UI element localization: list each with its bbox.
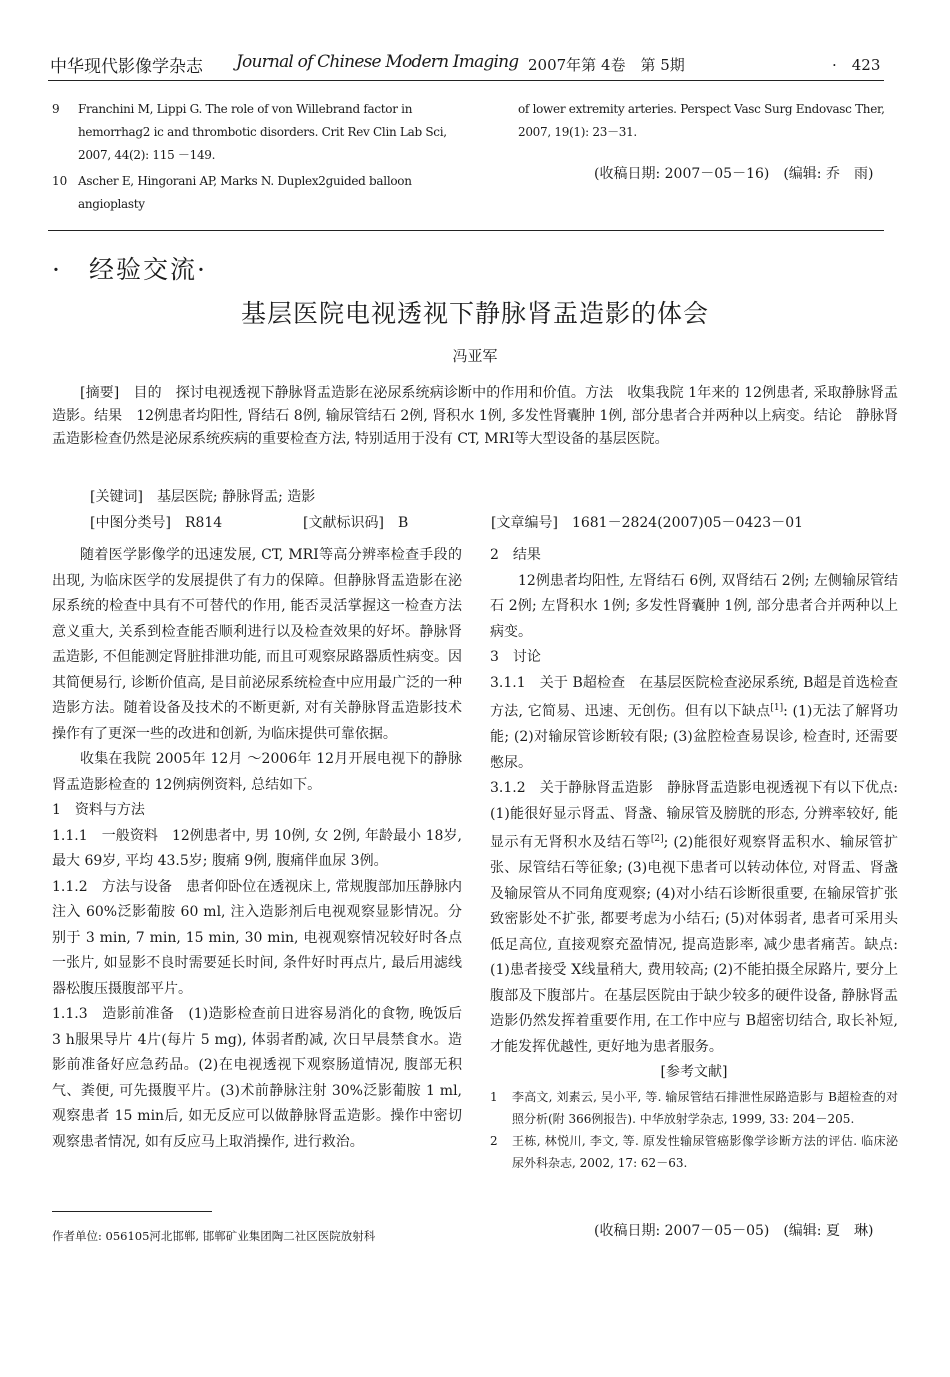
- abstract: [52, 382, 898, 451]
- issue-info: 2007年第 4卷 第 5期: [528, 56, 685, 74]
- doc-code-value: B: [397, 515, 409, 531]
- subsection-112: [52, 875, 462, 1003]
- subsection-text-b: : (1)无法了解肾功能; (2)对输尿管诊断较有限; (3)盆腔检查易误诊, 检查时, 还需要憋尿。: [490, 703, 898, 771]
- document-code: [303, 512, 408, 532]
- article-no-label: [文章编号]: [491, 515, 558, 531]
- intro-paragraph-1: 随着医学影像学的迅速发展, CT, MRI等高分辨率检查手段的出现, 为临床医学的发展提供了有力的保障。但静脉肾盂造影在泌尿系统的检查中具有不可替代的作用, 能否灵活掌握这一检查方法意义重大, 关系到检查能否顺利进行以及检查效果的好坏。静脉肾盂造影, 不但能测定肾脏排泄功能, 而且可观察尿路器质性病变。因其简便易行, 诊断价值高, 是目前泌尿系统检查中应用最广泛的一种造影方法。随着设备及技术的不断更新, 对有关静脉肾盂造影技术操作有了更深一些的改进和创新, 为临床提供可靠依据。: [52, 547, 462, 742]
- prev-ref-10: [52, 170, 466, 216]
- section-1-heading: 1 资料与方法: [52, 802, 145, 818]
- subsection-text-a: 在基层医院检查泌尿系统, B超是首选检查方法, 它简易、迅速、无创伤。但有以下缺点: [490, 674, 898, 720]
- subsection-312: [490, 776, 898, 1060]
- prev-ref-10-continued: of lower extremity arteries. Perspect Vasc Surg Endovasc Ther, 2007, 19(1): 23－31.: [518, 102, 885, 139]
- ref-text: Ascher E, Hingorani AP, Marks N. Duplex2guided balloon angioplasty: [78, 174, 412, 211]
- citation: [1]: [770, 703, 784, 713]
- subsection-label: 1.1.1 一般资料: [52, 827, 158, 844]
- article-title: 基层医院电视透视下静脉肾盂造影的体会: [240, 299, 709, 328]
- subsection-label: 3.1.1 关于 B超检查: [490, 674, 626, 691]
- keywords: [90, 486, 315, 506]
- prev-ref-9: [52, 98, 466, 167]
- article-no-value: 1681－2824(2007)05－0423－01: [571, 515, 804, 531]
- ref-number: 2: [490, 1133, 498, 1148]
- subsection-text: (1)造影检查前日进容易消化的食物, 晚饭后 3 h服果导片 4片(每片 5 mg), 体弱者酌减, 次日早晨禁食水。造影前准备好应急药品。(2)在电视透视下观察肠道情况, 腹部无积气、粪便, 可先摄腹平片。(3)术前静脉注射 30%泛影葡胺 1 ml, 观察患者 15 min后, 如无反应可以做静脉肾盂造影。操作中密切观察患者情况, 如有反应马上取消操作, 进行救治。: [52, 1006, 462, 1150]
- intro-paragraph-2: 收集在我院 2005年 12月 ～2006年 12月开展电视下的静脉肾盂造影检查的 12例病例资料, 总结如下。: [52, 751, 462, 793]
- abstract-text: 目的 探讨电视透视下静脉肾盂造影在泌尿系统病诊断中的作用和价值。方法 收集我院 1年来的 12例患者, 采取静脉肾盂造影。结果 12例患者均阳性, 肾结石 8例, 输尿管结石 2例, 肾积水 1例, 多发性肾囊肿 1例, 部分患者合并两种以上病变。结论 静脉肾盂造影检查仍然是泌尿系统疾病的重要检查方法, 特别适用于没有 CT, MRI等大型设备的基层医院。: [52, 385, 898, 447]
- right-column: [490, 543, 898, 1174]
- article-number: [491, 512, 803, 532]
- results-text: 12例患者均阳性, 左肾结石 6例, 双肾结石 2例; 左侧输尿管结石 2例; 左肾积水 1例; 多发性肾囊肿 1例, 部分患者合并两种以上病变。: [490, 572, 898, 640]
- reference-item: [490, 1086, 898, 1130]
- subsection-label: 1.1.3 造影前准备: [52, 1006, 175, 1022]
- journal-name-cn: 中华现代影像学杂志: [50, 57, 203, 77]
- keywords-text: 基层医院; 静脉肾盂; 造影: [156, 489, 316, 505]
- section-rule: [48, 230, 884, 231]
- ref-text: 王栋, 林悦川, 李文, 等. 原发性输尿管癌影像学诊断方法的评估. 临床泌尿外科杂志, 2002, 17: 62－63.: [512, 1133, 898, 1170]
- subsection-text: 12例患者中, 男 10例, 女 2例, 年龄最小 18岁, 最大 69岁, 平均 43.5岁; 腹痛 9例, 腹痛伴血尿 3例。: [52, 827, 462, 869]
- section-2-heading: 2 结果: [490, 547, 541, 563]
- author: 冯亚军: [452, 347, 498, 365]
- subsection-113: [52, 1002, 462, 1155]
- left-column: [52, 543, 462, 1155]
- reference-item: [490, 1130, 898, 1174]
- clc-value: R814: [184, 515, 223, 531]
- clc-label: [中图分类号]: [90, 515, 171, 531]
- ref-text: 李高文, 刘素云, 吴小平, 等. 输尿管结石排泄性尿路造影与 B超检查的对照分析(附 366例报告). 中华放射学杂志, 1999, 33: 204－205.: [512, 1089, 898, 1126]
- abstract-label: [摘要]: [80, 385, 120, 401]
- clc-number: [90, 512, 222, 532]
- references-heading: [参考文献]: [660, 1064, 728, 1081]
- ref-number: 1: [490, 1089, 498, 1104]
- prev-received-date: (收稿日期: 2007－05－16) (编辑: 乔 雨): [594, 166, 874, 182]
- section-3-heading: 3 讨论: [490, 649, 541, 665]
- journal-name-en: Journal of Chinese Modern Imaging: [236, 52, 519, 72]
- subsection-text: 患者仰卧位在透视床上, 常规腹部加压静脉内注入 60%泛影葡胺 60 ml, 注入造影剂后电视观察显影情况。分别于 3 min, 7 min, 15 min, 30 min, 电视观察情况较好时各点一张片, 如显影不良时需要延长时间, 条件好时再点片, 最后用滤线器松腹压摄腹部平片。: [52, 878, 463, 997]
- subsection-text-a: 静脉肾盂造影电视透视下有以下优点: (1)能很好显示肾盂、肾盏、输尿管及膀胱的形态, 分辨率较好, 能显示有无肾积水及结石等: [490, 780, 898, 851]
- doc-code-label: [文献标识码]: [303, 515, 384, 531]
- subsection-111: [52, 824, 462, 875]
- page-number: · 423: [832, 56, 881, 74]
- author-affiliation-footnote: 作者单位: 056105河北邯郸, 邯郸矿业集团陶二社区医院放射科: [52, 1229, 376, 1243]
- section-tag: · 经验交流·: [52, 255, 207, 284]
- ref-number: 10: [52, 174, 68, 188]
- subsection-311: [490, 671, 898, 777]
- subsection-text-b: ; (2)能很好观察肾盂积水、输尿管扩张、尿管结石等征象; (3)电视下患者可以转动体位, 对肾盂、肾盏及输尿管从不同角度观察; (4)对小结石诊断很重要, 在输尿管扩张致密影处不扩张, 都要考虑为小结石; (5)对体弱者, 患者可采用头低足高位, 直接观察充盈情况, 提高造影率, 减少患者痛苦。缺点: (1)患者接受 X线量稍大, 费用较高; (2)不能拍摄全尿路片, 要分上腹部及下腹部片。在基层医院由于缺少较多的硬件设备, 静脉肾盂造影仍然发挥着重要作用, 在工作中应与 B超密切结合, 取长补短, 才能发挥优越性, 更好地为患者服务。: [490, 834, 898, 1055]
- header-rule: [48, 80, 884, 81]
- ref-text: Franchini M, Lippi G. The role of von Willebrand factor in hemorrhag2 ic and thrombotic disorders. Crit Rev Clin Lab Sci, 2007, 44(2): 115 －149.: [78, 102, 447, 162]
- footnote-rule: [52, 1211, 212, 1212]
- subsection-label: 3.1.2 关于静脉肾盂造影: [490, 780, 654, 797]
- subsection-label: 1.1.2 方法与设备: [52, 878, 173, 895]
- ref-number: 9: [52, 102, 60, 116]
- citation: [2]: [650, 834, 664, 845]
- keywords-label: [关键词]: [90, 489, 143, 505]
- received-date: (收稿日期: 2007－05－05) (编辑: 夏 琳): [594, 1223, 874, 1239]
